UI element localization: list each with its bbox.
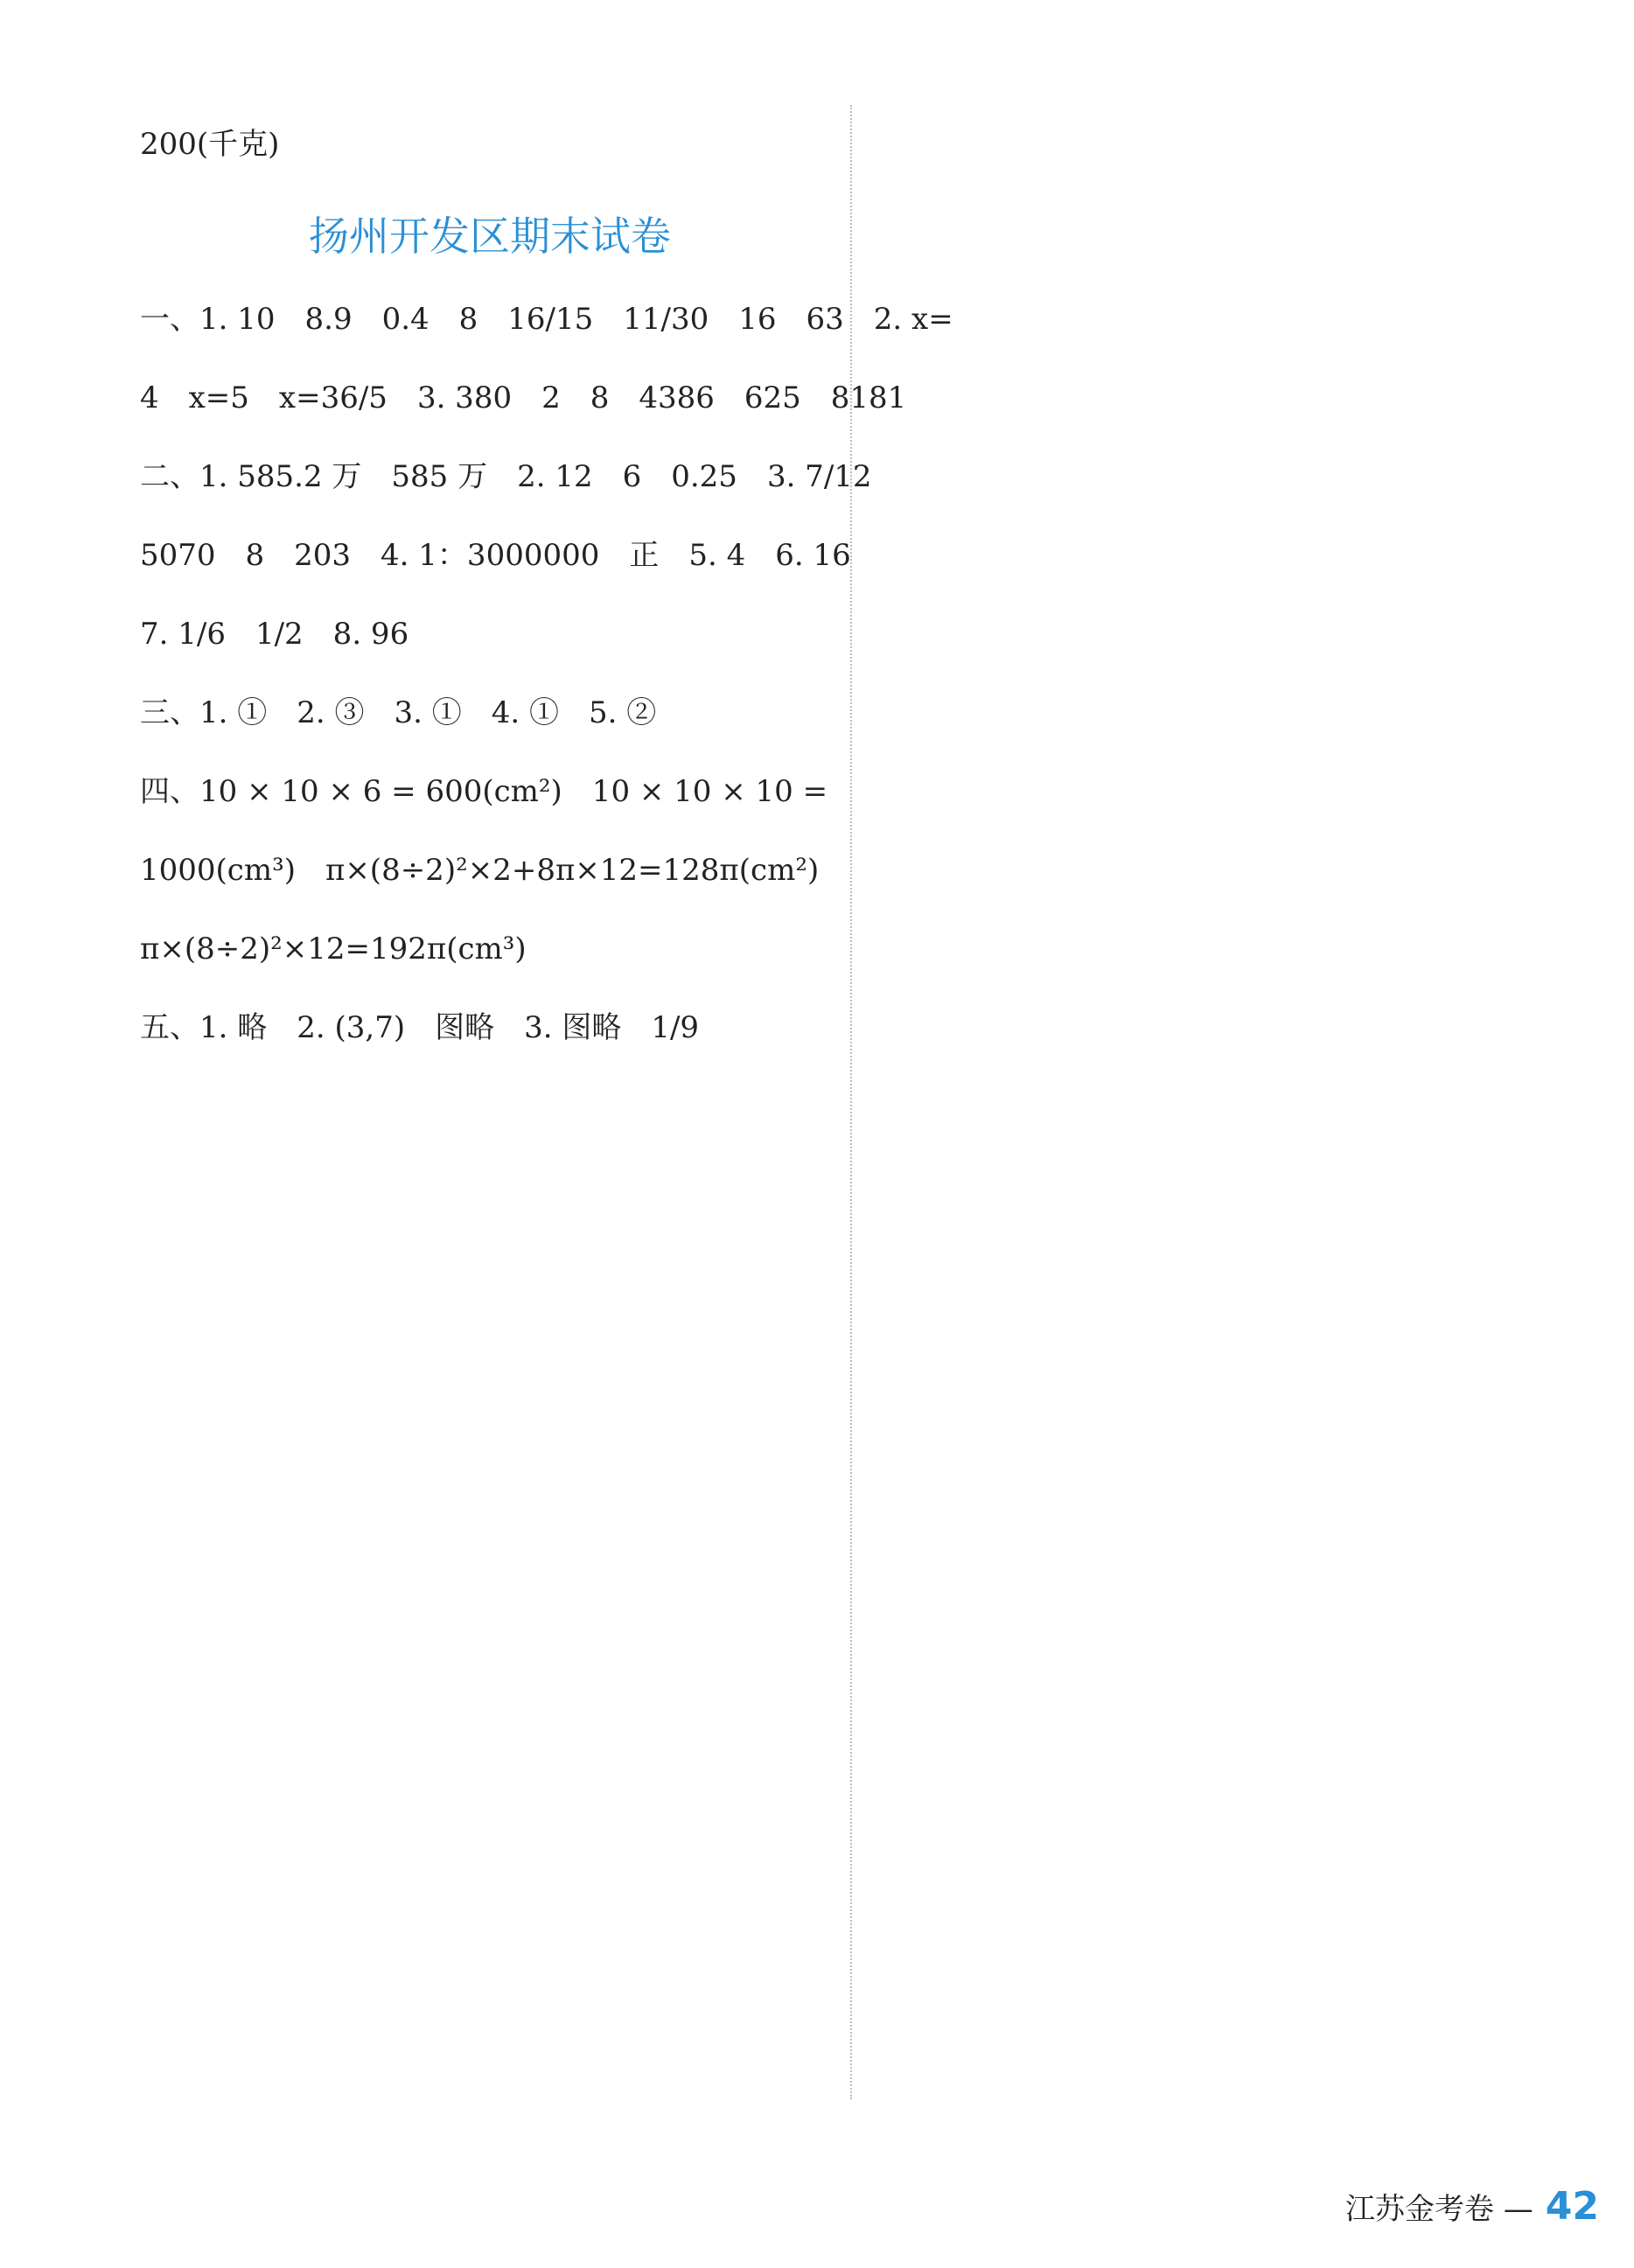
page-number: 42 (1545, 2184, 1599, 2229)
footer (1345, 2184, 1599, 2229)
answer-line: 4 x=5 x=36/5 3. 380 2 8 4386 625 8181 (140, 380, 907, 415)
answer-line: 一、1. 10 8.9 0.4 8 16/15 11/30 16 63 2. x= (140, 302, 953, 337)
answer-line: 5070 8 203 4. 1：3000000 正 5. 4 6. 16 (140, 538, 851, 573)
answer-line: 200(千克) (140, 127, 280, 162)
column-divider (850, 105, 852, 2099)
answer-line: 四、10 × 10 × 6 = 600(cm²) 10 × 10 × 10 = (140, 774, 828, 809)
answer-line: 7. 1/6 1/2 8. 96 (140, 617, 409, 652)
answer-line: 五、1. 略 2. (3,7) 图略 3. 图略 1/9 (140, 1010, 700, 1045)
answer-line: 二、1. 585.2 万 585 万 2. 12 6 0.25 3. 7/12 (140, 459, 872, 494)
section-title: 扬州开发区期末试卷 (309, 213, 671, 260)
answer-line: 三、1. ① 2. ③ 3. ① 4. ① 5. ② (140, 695, 657, 730)
answer-line: 1000(cm³) π×(8÷2)²×2+8π×12=128π(cm²) (140, 853, 820, 888)
footer-label: 江苏金考卷 — (1344, 2192, 1533, 2227)
answer-line: π×(8÷2)²×12=192π(cm³) (140, 932, 527, 967)
left-column (140, 105, 953, 1067)
